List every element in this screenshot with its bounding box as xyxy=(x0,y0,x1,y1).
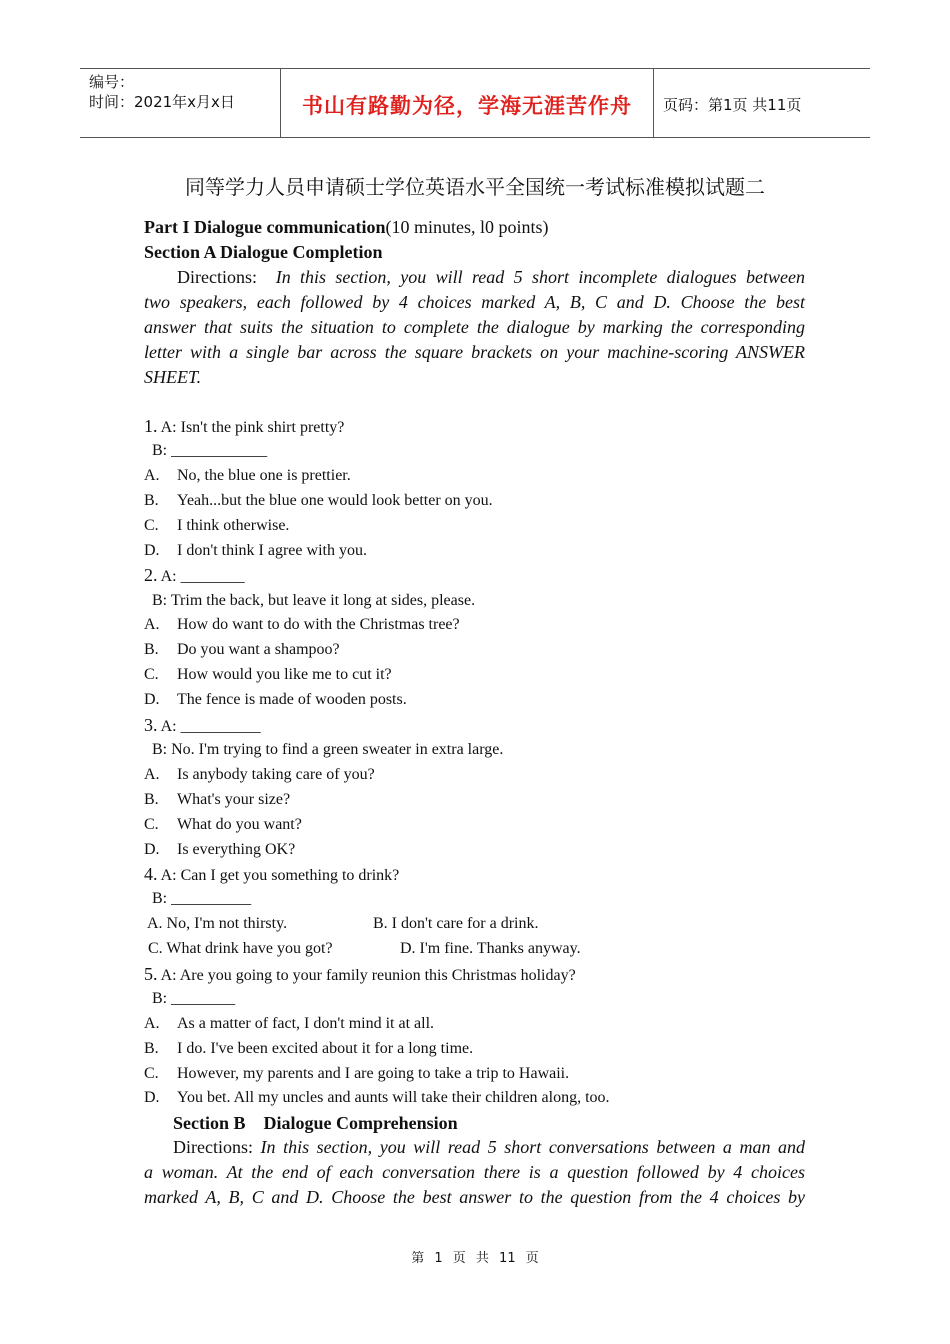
directions-line: two speakers, each followed by 4 choices marked A, B, C and D. Choose the best xyxy=(144,292,805,312)
option-c: C. What do you want? xyxy=(144,816,302,833)
section-a-directions xyxy=(144,265,805,390)
page-footer: 第 1 页 共 11 页 xyxy=(411,1251,539,1266)
question-response: B: ________ xyxy=(152,990,236,1007)
question-prompt: A: Isn't the pink shirt pretty? xyxy=(160,419,345,436)
question-response: B: No. I'm trying to find a green sweater in extra large. xyxy=(152,741,504,758)
header-motto-cell xyxy=(281,69,654,137)
question-number: 2. xyxy=(144,565,158,585)
part-heading-rest: (10 minutes, l0 points) xyxy=(385,217,549,237)
option-d: D. You bet. All my uncles and aunts will take their children along, too. xyxy=(144,1089,610,1106)
directions-line: In this section, you will read 5 short conversations between a man and xyxy=(260,1137,806,1157)
motto: 书山有路勤为径，学海无涯苦作舟 xyxy=(302,94,632,118)
part-heading-bold: Part I Dialogue communication xyxy=(144,217,386,237)
option-b: B. I don't care for a drink. xyxy=(373,915,539,932)
option-b: B. What's your size? xyxy=(144,791,291,808)
question-response: B: ____________ xyxy=(152,442,268,459)
question-prompt: A: Can I get you something to drink? xyxy=(160,867,400,884)
document-header xyxy=(80,68,870,138)
question-1 xyxy=(144,414,344,440)
option-a: A. No, the blue one is prettier. xyxy=(144,467,351,484)
question-number: 4. xyxy=(144,864,158,884)
directions-line: answer that suits the situation to complete the dialogue by marking the corresponding xyxy=(144,317,805,337)
section-b-directions xyxy=(144,1135,805,1210)
section-a-heading: Section A Dialogue Completion xyxy=(144,242,383,262)
question-response: B: __________ xyxy=(152,890,252,907)
option-a: A. Is anybody taking care of you? xyxy=(144,766,375,783)
page-info: 页码：第1页 共11页 xyxy=(663,96,802,114)
option-b: B. Do you want a shampoo? xyxy=(144,641,340,658)
document-title: 同等学力人员申请硕士学位英语水平全国统一考试标准模拟试题二 xyxy=(185,175,765,199)
question-prompt: A: ________ xyxy=(160,568,245,585)
section-b-heading: Section B Dialogue Comprehension xyxy=(173,1113,458,1133)
question-response: B: Trim the back, but leave it long at sides, please. xyxy=(152,592,476,609)
option-b: B. Yeah...but the blue one would look better on you. xyxy=(144,492,493,509)
question-5 xyxy=(144,962,576,988)
option-b: B. I do. I've been excited about it for a long time. xyxy=(144,1040,474,1057)
question-number: 1. xyxy=(144,416,158,436)
directions-line: SHEET. xyxy=(144,367,202,387)
question-number: 5. xyxy=(144,964,158,984)
option-c: C. What drink have you got? xyxy=(148,940,333,957)
option-a: A. As a matter of fact, I don't mind it at all. xyxy=(144,1015,435,1032)
question-4 xyxy=(144,862,399,888)
option-d: D. Is everything OK? xyxy=(144,841,296,858)
header-meta-cell xyxy=(80,69,281,137)
directions-line: In this section, you will read 5 short incomplete dialogues between xyxy=(275,267,806,287)
option-a: A. No, I'm not thirsty. xyxy=(147,915,288,932)
serial-label: 编号： xyxy=(89,73,135,91)
option-d: D. I don't think I agree with you. xyxy=(144,542,367,559)
question-prompt: A: __________ xyxy=(160,718,261,735)
option-d: D. I'm fine. Thanks anyway. xyxy=(400,940,581,957)
option-c: C. I think otherwise. xyxy=(144,517,290,534)
option-a: A. How do want to do with the Christmas tree? xyxy=(144,616,460,633)
directions-lead: Directions: xyxy=(177,267,257,287)
directions-line: letter with a single bar across the square brackets on your machine-scoring ANSWER xyxy=(144,342,805,362)
question-2 xyxy=(144,563,245,589)
option-d: D. The fence is made of wooden posts. xyxy=(144,691,407,708)
question-number: 3. xyxy=(144,715,158,735)
question-3 xyxy=(144,713,261,739)
option-c: C. How would you like me to cut it? xyxy=(144,666,392,683)
date-label: 时间：2021年x月x日 xyxy=(89,93,235,111)
directions-lead: Directions: xyxy=(173,1137,253,1157)
header-page-cell xyxy=(654,69,870,137)
part-heading xyxy=(144,215,548,239)
directions-line: a woman. At the end of each conversation there is a question followed by 4 choices xyxy=(144,1162,805,1182)
directions-line: marked A, B, C and D. Choose the best answer to the question from the 4 choices by xyxy=(144,1187,805,1207)
option-c: C. However, my parents and I are going to take a trip to Hawaii. xyxy=(144,1065,570,1082)
question-prompt: A: Are you going to your family reunion this Christmas holiday? xyxy=(160,967,576,984)
